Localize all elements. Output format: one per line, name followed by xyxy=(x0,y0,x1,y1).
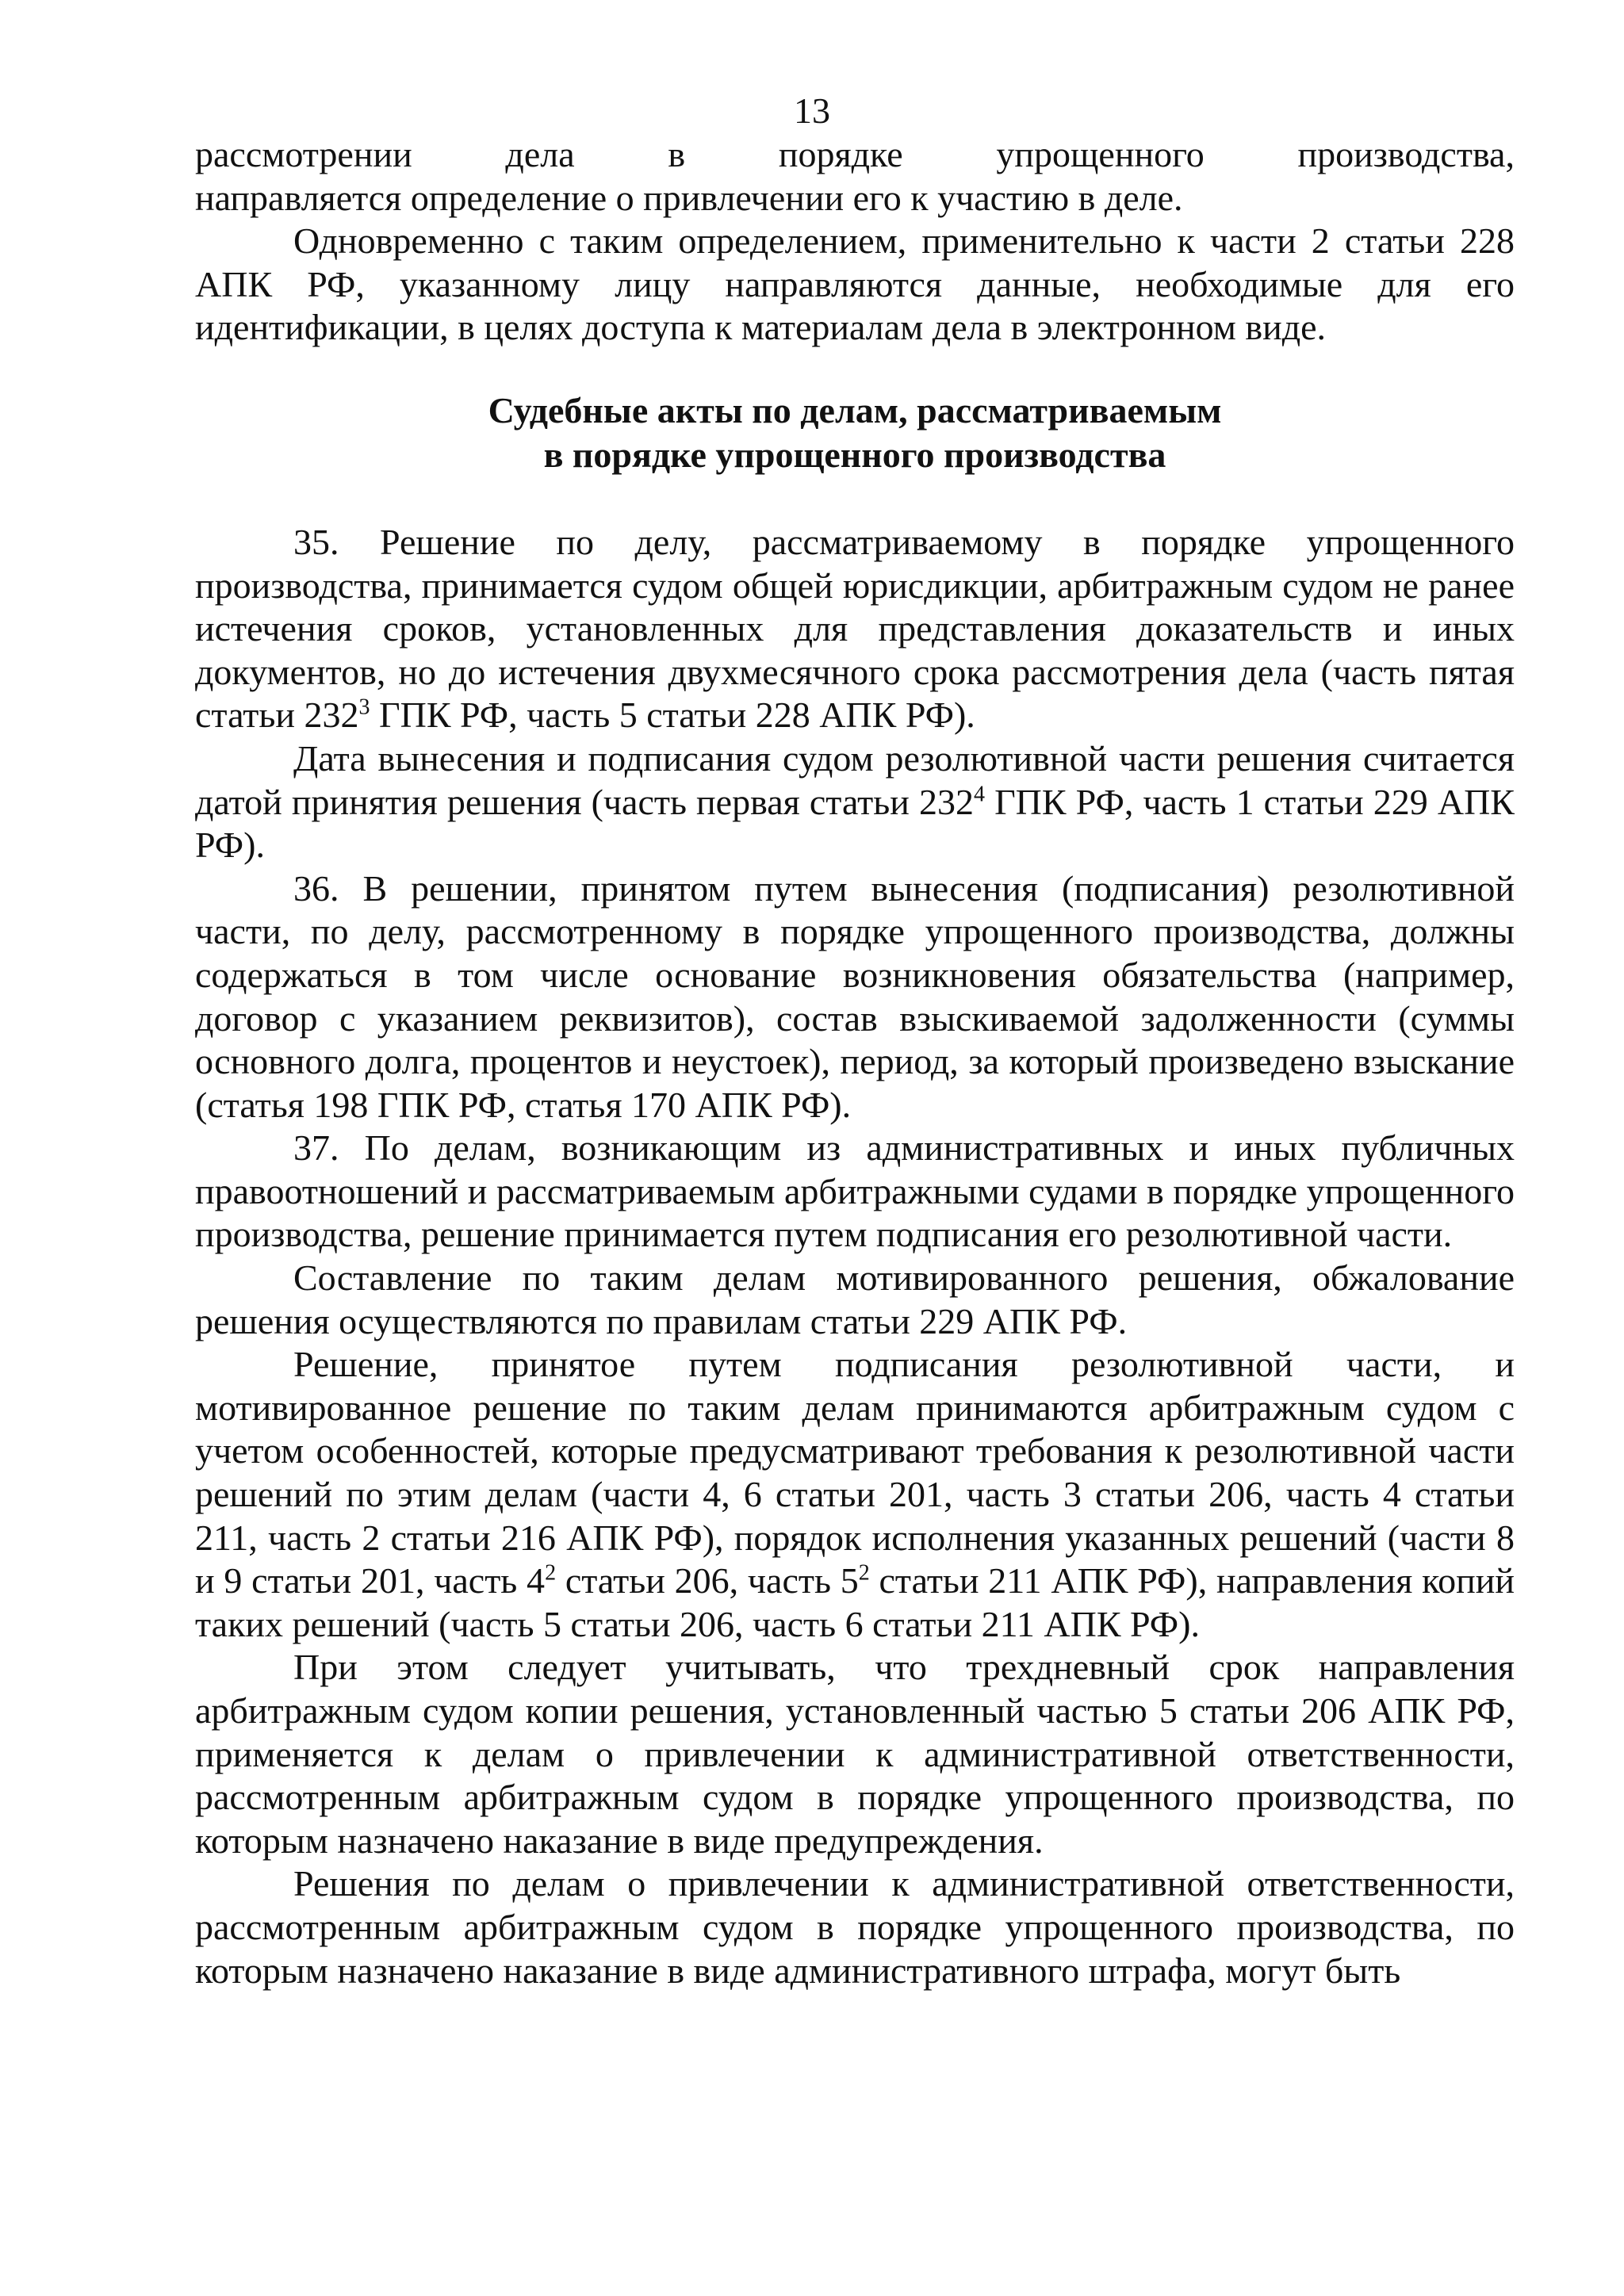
paragraph-37-reasoned-decision: Составление по таким делам мотивированного решения, обжалование решения осуществляются по правилам статьи 229 АПК РФ. xyxy=(195,1257,1515,1341)
paragraph-35-text-end: ГПК РФ, часть 5 статьи 228 АПК РФ). xyxy=(370,695,975,736)
section-heading xyxy=(195,388,1515,477)
paragraph-36: 36. В решении, принятом путем вынесения (подписания) резолютивной части, по делу, рассмотренному в порядке упрощенного производства, должны содержаться в том числе основание возникновения обязательства (например, договор с указанием реквизитов), состав взыскиваемой задолженности (суммы основного долга, процентов и неустоек), период, за который произведено взыскание (статья 198 ГПК РФ, статья 170 АПК РФ). xyxy=(195,867,1515,1125)
paragraph-37-three-day-term: При этом следует учитывать, что трехдневный срок направления арбитражным судом копии решения, установленный частью 5 статьи 206 АПК РФ, применяется к делам о привлечении к административной ответственности, рассмотренным арбитражным судом в порядке упрощенного производства, по которым назначено наказание в виде предупреждения. xyxy=(195,1647,1515,1861)
paragraph-37: 37. По делам, возникающим из административных и иных публичных правоотношений и рассматриваемым арбитражными судами в порядке упрощенного производства, решение принимается путем подписания его резолютивной части. xyxy=(195,1127,1515,1255)
word: рассмотрении xyxy=(195,134,412,174)
paragraph-continued-first-line xyxy=(195,133,1515,177)
paragraph-35-date-text-end: ГПК РФ, часть 1 статьи 229 АПК РФ). xyxy=(195,781,1515,866)
paragraph-35-text: 35. Решение по делу, рассматриваемому в порядке упрощенного производства, принимается судом общей юрисдикции, арбитражным судом не ранее истечения сроков, установленных для представления доказательств и иных документов, но до истечения двухмесячного срока рассмотрения дела (часть пятая статьи 232 xyxy=(195,521,1515,736)
word: дела xyxy=(505,134,575,174)
document-body xyxy=(195,133,1515,1992)
section-heading-line-2: в порядке упрощенного производства xyxy=(543,434,1166,475)
word: в xyxy=(668,134,686,174)
paragraph-37-requirements-text: Решение, принятое путем подписания резолютивной части, и мотивированное решение по таким делам принимаются арбитражным судом с учетом особенностей, которые предусматривают требования к резолютивной части решений по этим делам (части 4, 6 статьи 201, часть 3 статьи 206, часть 4 статьи 211, часть 2 статьи 216 АПК РФ), порядок исполнения указанных решений (части 8 и 9 статьи 201, часть 4 xyxy=(195,1344,1515,1601)
paragraph-continued-rest: направляется определение о привлечении его к участию в деле. xyxy=(195,177,1183,218)
word: порядке xyxy=(778,134,903,174)
paragraph-35-date xyxy=(195,737,1515,867)
paragraph-37-requirements-text-mid: статьи 206, часть 5 xyxy=(556,1560,859,1601)
paragraph-37-requirements xyxy=(195,1343,1515,1646)
superscript: 3 xyxy=(358,695,370,721)
page-number: 13 xyxy=(794,90,830,131)
paragraph-35 xyxy=(195,521,1515,737)
paragraph-identification: Одновременно с таким определением, применительно к части 2 статьи 228 АПК РФ, указанному лицу направляются данные, необходимые для его идентификации, в целях доступа к материалам дела в электронном виде. xyxy=(195,220,1515,348)
word: упрощенного xyxy=(996,134,1205,174)
superscript: 2 xyxy=(545,1560,557,1586)
paragraph-37-fines: Решения по делам о привлечении к административной ответственности, рассмотренным арбитражным судом в порядке упрощенного производства, по которым назначено наказание в виде административного штрафа, могут быть xyxy=(195,1863,1515,1991)
paragraph-35-date-text: Дата вынесения и подписания судом резолютивной части решения считается датой принятия решения (часть первая статьи 232 xyxy=(195,737,1515,822)
section-heading-line-1: Судебные акты по делам, рассматриваемым xyxy=(488,389,1222,430)
superscript: 2 xyxy=(858,1560,870,1586)
word: производства, xyxy=(1297,134,1515,174)
paragraph-37-requirements-text-end: статьи 211 АПК РФ), направления копий таких решений (часть 5 статьи 206, часть 6 статьи 211 АПК РФ). xyxy=(195,1560,1515,1644)
superscript: 4 xyxy=(973,782,985,807)
